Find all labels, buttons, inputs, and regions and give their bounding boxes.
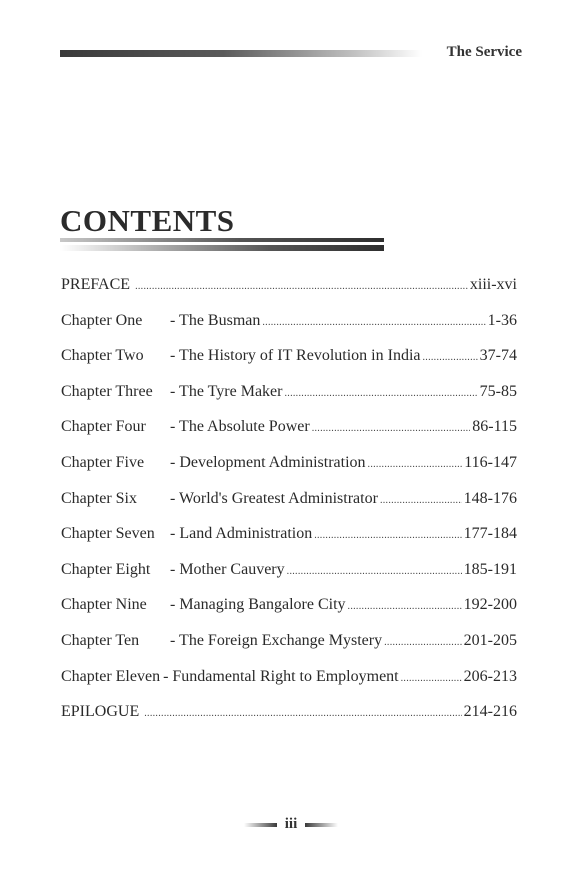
toc-entry [61,312,517,348]
toc-entry-chapter: Chapter One [61,311,143,329]
toc-entry-pages: 206-213 [463,667,517,685]
toc-entry-title: - The Busman [170,311,261,329]
toc-entry-title: - The History of IT Revolution in India [170,347,421,365]
dot-leader [287,566,462,577]
toc-entry-title: - The Tyre Maker [170,382,283,400]
toc-entry-pages: 37-74 [479,347,517,365]
toc-entry-pages: xiii-xvi [469,276,517,293]
footer-rule-left [244,823,277,827]
footer-rule-right [305,823,338,827]
toc-entry [61,347,517,383]
toc-entry-pages: 201-205 [463,631,517,649]
dot-leader [135,281,468,292]
toc-entry-epilogue [61,703,517,739]
toc-entry-chapter: Chapter Eleven [61,667,161,685]
toc-entry-pages: 192-200 [463,596,517,614]
toc-entry-chapter: Chapter Two [61,347,144,365]
toc-entry-chapter: Chapter Nine [61,596,147,614]
page-title: CONTENTS [60,203,235,238]
dot-leader [314,530,461,541]
dot-leader [368,459,463,470]
dot-leader [144,708,461,719]
toc-entry-chapter: Chapter Ten [61,631,140,649]
dot-leader [380,495,462,506]
toc-entry-label: EPILOGUE [61,703,140,721]
toc-entry-title: - The Absolute Power [170,418,310,436]
title-underline-thick [60,245,384,251]
toc-entry [61,525,517,561]
dot-leader [312,423,471,434]
toc-entry-pages: 86-115 [472,418,517,436]
toc-entry [61,668,517,704]
toc-entry-title: - Mother Cauvery [170,560,285,578]
toc-entry-title: - Managing Bangalore City [170,596,346,614]
running-head: The Service [446,44,522,60]
toc-entry-chapter: Chapter Four [61,418,146,436]
toc-entry-pages: 75-85 [479,382,517,400]
toc-entry-title: - Land Administration [170,525,313,543]
toc-entry-chapter: Chapter Five [61,453,145,471]
dot-leader [348,601,462,612]
toc-entry-chapter: Chapter Eight [61,560,151,578]
page-number: iii [284,816,298,832]
toc-entry [61,418,517,454]
dot-leader [284,388,477,399]
toc-entry [61,490,517,526]
toc-entry-pages: 148-176 [463,489,517,507]
toc-entry [61,454,517,490]
toc-entry-title: - Development Administration [170,453,366,471]
toc-entry-preface [61,276,517,312]
dot-leader [384,637,462,648]
toc-entry [61,383,517,419]
toc-entry [61,632,517,668]
toc-entry-label: PREFACE [61,276,131,293]
toc-entry-pages: 116-147 [464,453,517,471]
toc-entry-pages: 177-184 [463,525,517,543]
page-footer [0,816,582,833]
title-underline [60,238,384,242]
dot-leader [262,317,485,328]
table-of-contents [61,276,517,739]
toc-entry-chapter: Chapter Seven [61,525,155,543]
header-rule [60,50,422,57]
toc-entry-title: - Fundamental Right to Employment [163,667,399,685]
toc-entry-pages: 1-36 [487,311,517,329]
toc-entry-title: - World's Greatest Administrator [170,489,378,507]
toc-entry-chapter: Chapter Three [61,382,153,400]
toc-entry-chapter: Chapter Six [61,489,137,507]
dot-leader [401,673,462,684]
toc-entry [61,596,517,632]
toc-entry-pages: 185-191 [463,560,517,578]
toc-entry [61,561,517,597]
toc-entry-title: - The Foreign Exchange Mystery [170,631,383,649]
dot-leader [422,352,477,363]
toc-entry-pages: 214-216 [463,703,517,721]
